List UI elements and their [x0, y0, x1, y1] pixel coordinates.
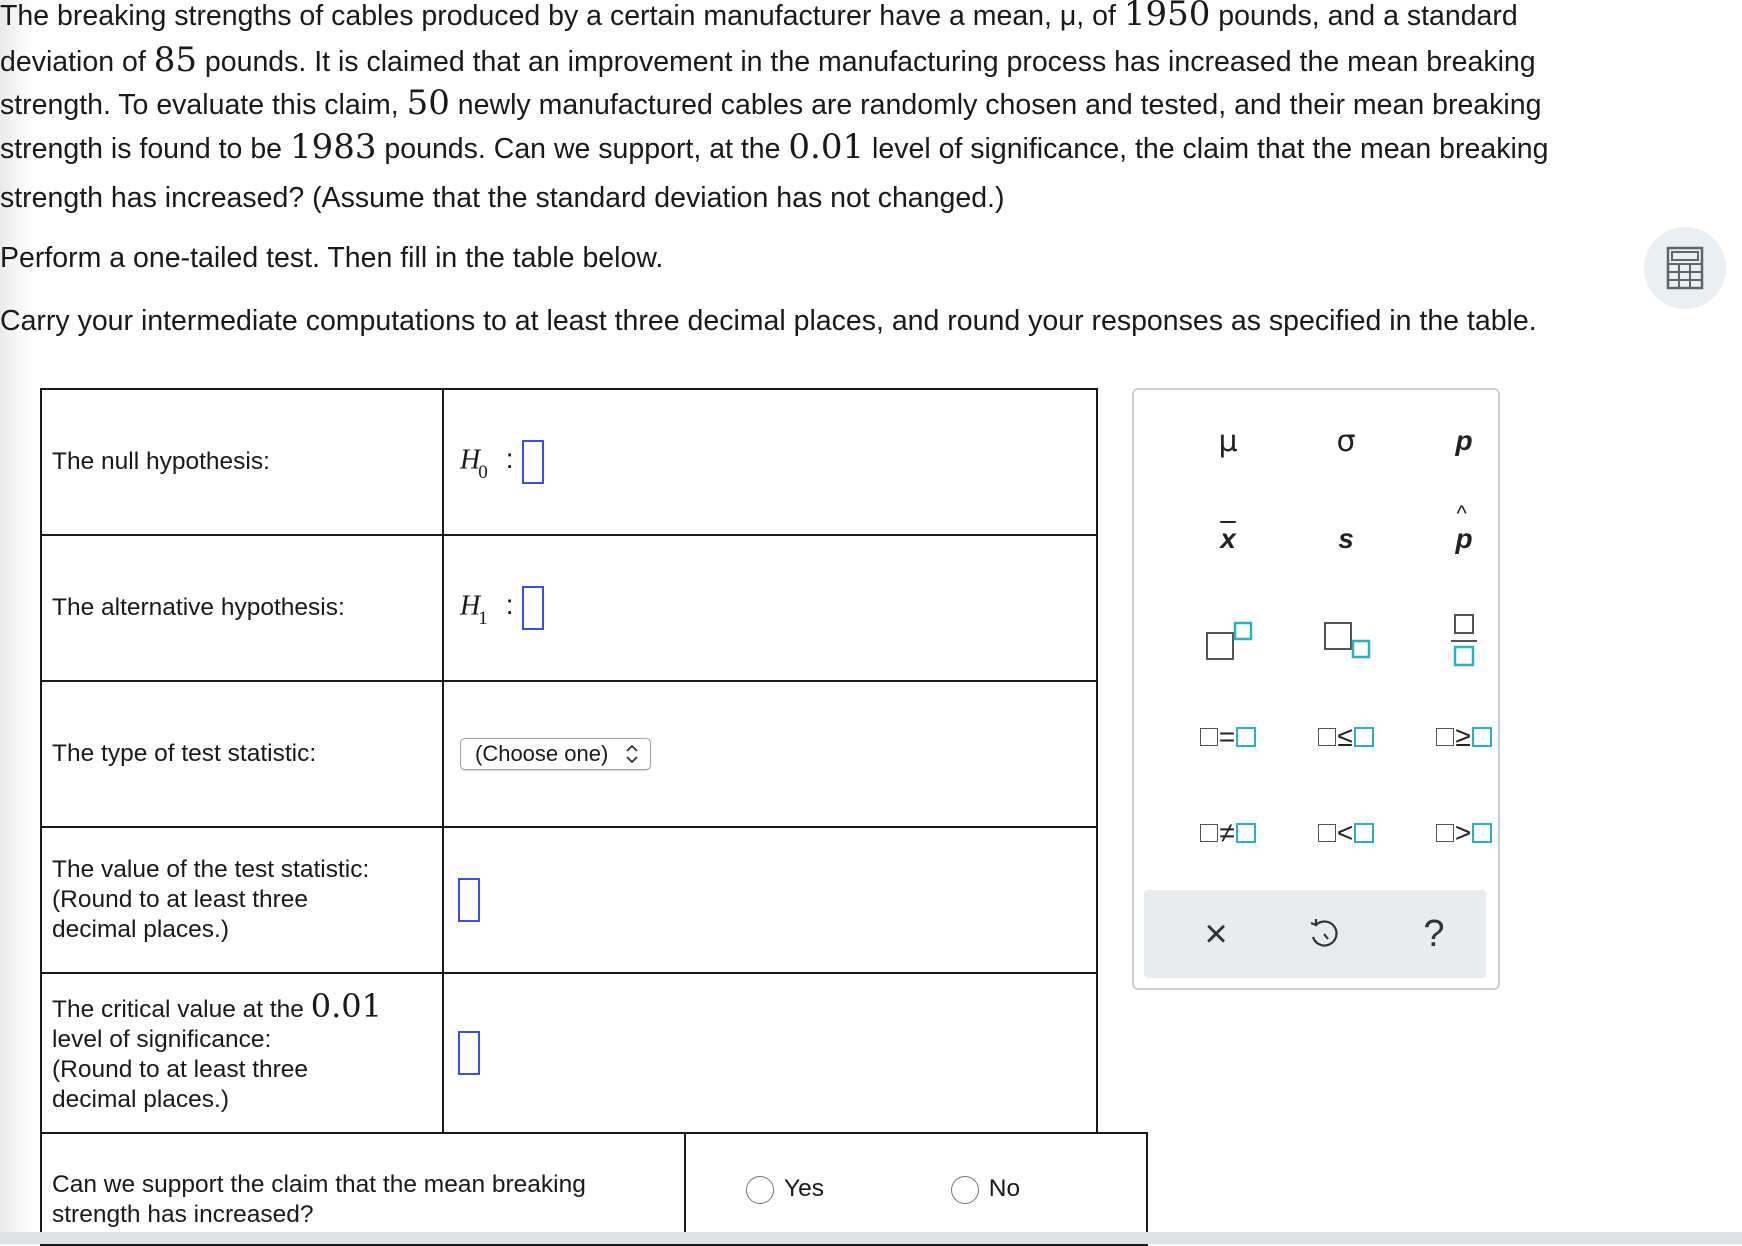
null-hypothesis-label: The null hypothesis:	[41, 389, 443, 535]
mu-button[interactable]: μ	[1218, 423, 1238, 459]
h1-subscript: 1	[478, 608, 488, 630]
conclusion-table	[40, 1132, 1148, 1246]
equals-symbol: =	[1218, 721, 1236, 752]
ne-symbol: ≠	[1219, 817, 1235, 848]
null-hypothesis-input[interactable]	[522, 440, 544, 484]
box-icon	[1318, 728, 1336, 746]
critical-value-input[interactable]	[458, 1031, 480, 1075]
calculator-button[interactable]	[1644, 227, 1726, 309]
superscript-icon	[1203, 619, 1253, 663]
lt-button[interactable]	[1296, 798, 1396, 868]
instruction-one-tailed: Perform a one-tailed test. Then fill in the table below.	[0, 242, 664, 274]
test-statistic-cell	[443, 827, 1097, 973]
problem-line-3: strength. To evaluate this claim, 50 newly manufactured cables are randomly chosen and tested, and their mean breaking	[0, 83, 1542, 123]
null-hypothesis-cell	[443, 389, 1097, 535]
phat-label: p	[1455, 523, 1473, 554]
le-symbol: ≤	[1337, 721, 1353, 752]
subscript-icon	[1321, 619, 1371, 663]
problem-line-1: The breaking strengths of cables produced by a certain manufacturer have a mean, μ, of 1950 pounds, and a standard	[0, 0, 1518, 34]
no-option[interactable]	[951, 1175, 1020, 1202]
no-label: No	[988, 1175, 1021, 1202]
problem-line-4: strength is found to be 1983 pounds. Can we support, at the 0.01 level of significance, the claim that the mean breaking	[0, 127, 1549, 167]
box-icon	[1318, 824, 1336, 842]
instruction-rounding: Carry your intermediate computations to at least three decimal places, and round your responses as specified in the table.	[0, 305, 1537, 337]
ge-button[interactable]	[1414, 702, 1514, 772]
select-value: (Choose one)	[475, 741, 609, 766]
phat-button[interactable]	[1414, 501, 1514, 574]
sigma-button[interactable]: σ	[1336, 423, 1356, 459]
colon: :	[505, 443, 514, 475]
test-statistic-label	[41, 827, 443, 973]
test-type-label: The type of test statistic:	[41, 681, 443, 827]
yes-option[interactable]	[746, 1175, 824, 1202]
box-icon	[1354, 823, 1374, 843]
close-icon: ×	[1204, 911, 1228, 956]
equals-button[interactable]	[1178, 702, 1278, 772]
subscript-button[interactable]	[1296, 606, 1396, 676]
fraction-button[interactable]	[1414, 606, 1514, 676]
critical-value-label-line2: level of significance:	[52, 1026, 272, 1053]
claim-question-line2: strength has increased?	[52, 1201, 314, 1228]
math-palette	[1132, 388, 1500, 990]
critical-value-cell	[443, 973, 1097, 1133]
h0-subscript: 0	[478, 462, 488, 484]
claim-question	[41, 1133, 685, 1245]
problem-line-5: strength has increased? (Assume that the standard deviation has not changed.)	[0, 182, 1005, 214]
undo-button[interactable]	[1274, 899, 1374, 969]
le-button[interactable]	[1296, 702, 1396, 772]
claim-answer-cell	[685, 1133, 1147, 1245]
superscript-button[interactable]	[1178, 606, 1278, 676]
undo-icon	[1307, 917, 1341, 951]
critical-value-label-line4: decimal places.)	[52, 1086, 230, 1113]
test-type-cell	[443, 681, 1097, 827]
help-button[interactable]	[1384, 899, 1484, 969]
xbar-label: $\overline{x}$	[1220, 523, 1236, 554]
h-symbol: H	[460, 590, 481, 622]
box-icon	[1436, 728, 1454, 746]
problem-line-2: deviation of 85 pounds. It is claimed that an improvement in the manufacturing process has increased the mean breaking	[0, 40, 1536, 80]
test-type-select[interactable]	[460, 738, 651, 770]
box-icon	[1236, 727, 1256, 747]
updown-chevron-icon	[624, 743, 640, 765]
h-symbol: H	[460, 444, 481, 476]
alt-hypothesis-cell	[443, 535, 1097, 681]
critical-value-label	[41, 973, 443, 1133]
p-button[interactable]: p	[1455, 425, 1473, 456]
lt-symbol: <	[1336, 817, 1354, 848]
gt-button[interactable]	[1414, 798, 1514, 868]
s-button[interactable]: s	[1338, 523, 1354, 554]
claim-question-line1: Can we support the claim that the mean breaking	[52, 1171, 586, 1198]
yes-radio[interactable]	[746, 1176, 774, 1204]
critical-value-label-line1: The critical value at the 0.01	[52, 987, 382, 1025]
gt-symbol: >	[1454, 817, 1472, 848]
ne-button[interactable]	[1178, 798, 1278, 868]
help-icon: ?	[1423, 912, 1445, 955]
palette-actions	[1144, 890, 1486, 978]
yes-label: Yes	[784, 1175, 824, 1202]
hat-icon: ^	[1456, 501, 1467, 526]
alt-hypothesis-label: The alternative hypothesis:	[41, 535, 443, 681]
alt-hypothesis-input[interactable]	[522, 586, 544, 630]
xbar-button[interactable]	[1178, 504, 1278, 574]
no-radio[interactable]	[951, 1176, 979, 1204]
box-icon	[1436, 824, 1454, 842]
box-icon	[1472, 727, 1492, 747]
box-icon	[1472, 823, 1492, 843]
critical-value-label-line3: (Round to at least three	[52, 1056, 309, 1083]
box-icon	[1354, 727, 1374, 747]
box-icon	[1200, 728, 1218, 746]
bottom-scroll-edge	[0, 1232, 1742, 1244]
box-icon	[1200, 824, 1218, 842]
test-statistic-label-line2: (Round to at least three	[52, 886, 309, 913]
hypothesis-test-table	[40, 388, 1098, 1134]
clear-button[interactable]	[1166, 899, 1266, 969]
test-statistic-label-line1: The value of the test statistic:	[52, 856, 370, 883]
test-statistic-input[interactable]	[458, 878, 480, 922]
colon: :	[505, 589, 514, 621]
ge-symbol: ≥	[1455, 721, 1471, 752]
fraction-icon	[1449, 613, 1479, 669]
test-statistic-label-line3: decimal places.)	[52, 916, 230, 943]
calculator-icon	[1666, 246, 1704, 290]
box-icon	[1236, 823, 1256, 843]
